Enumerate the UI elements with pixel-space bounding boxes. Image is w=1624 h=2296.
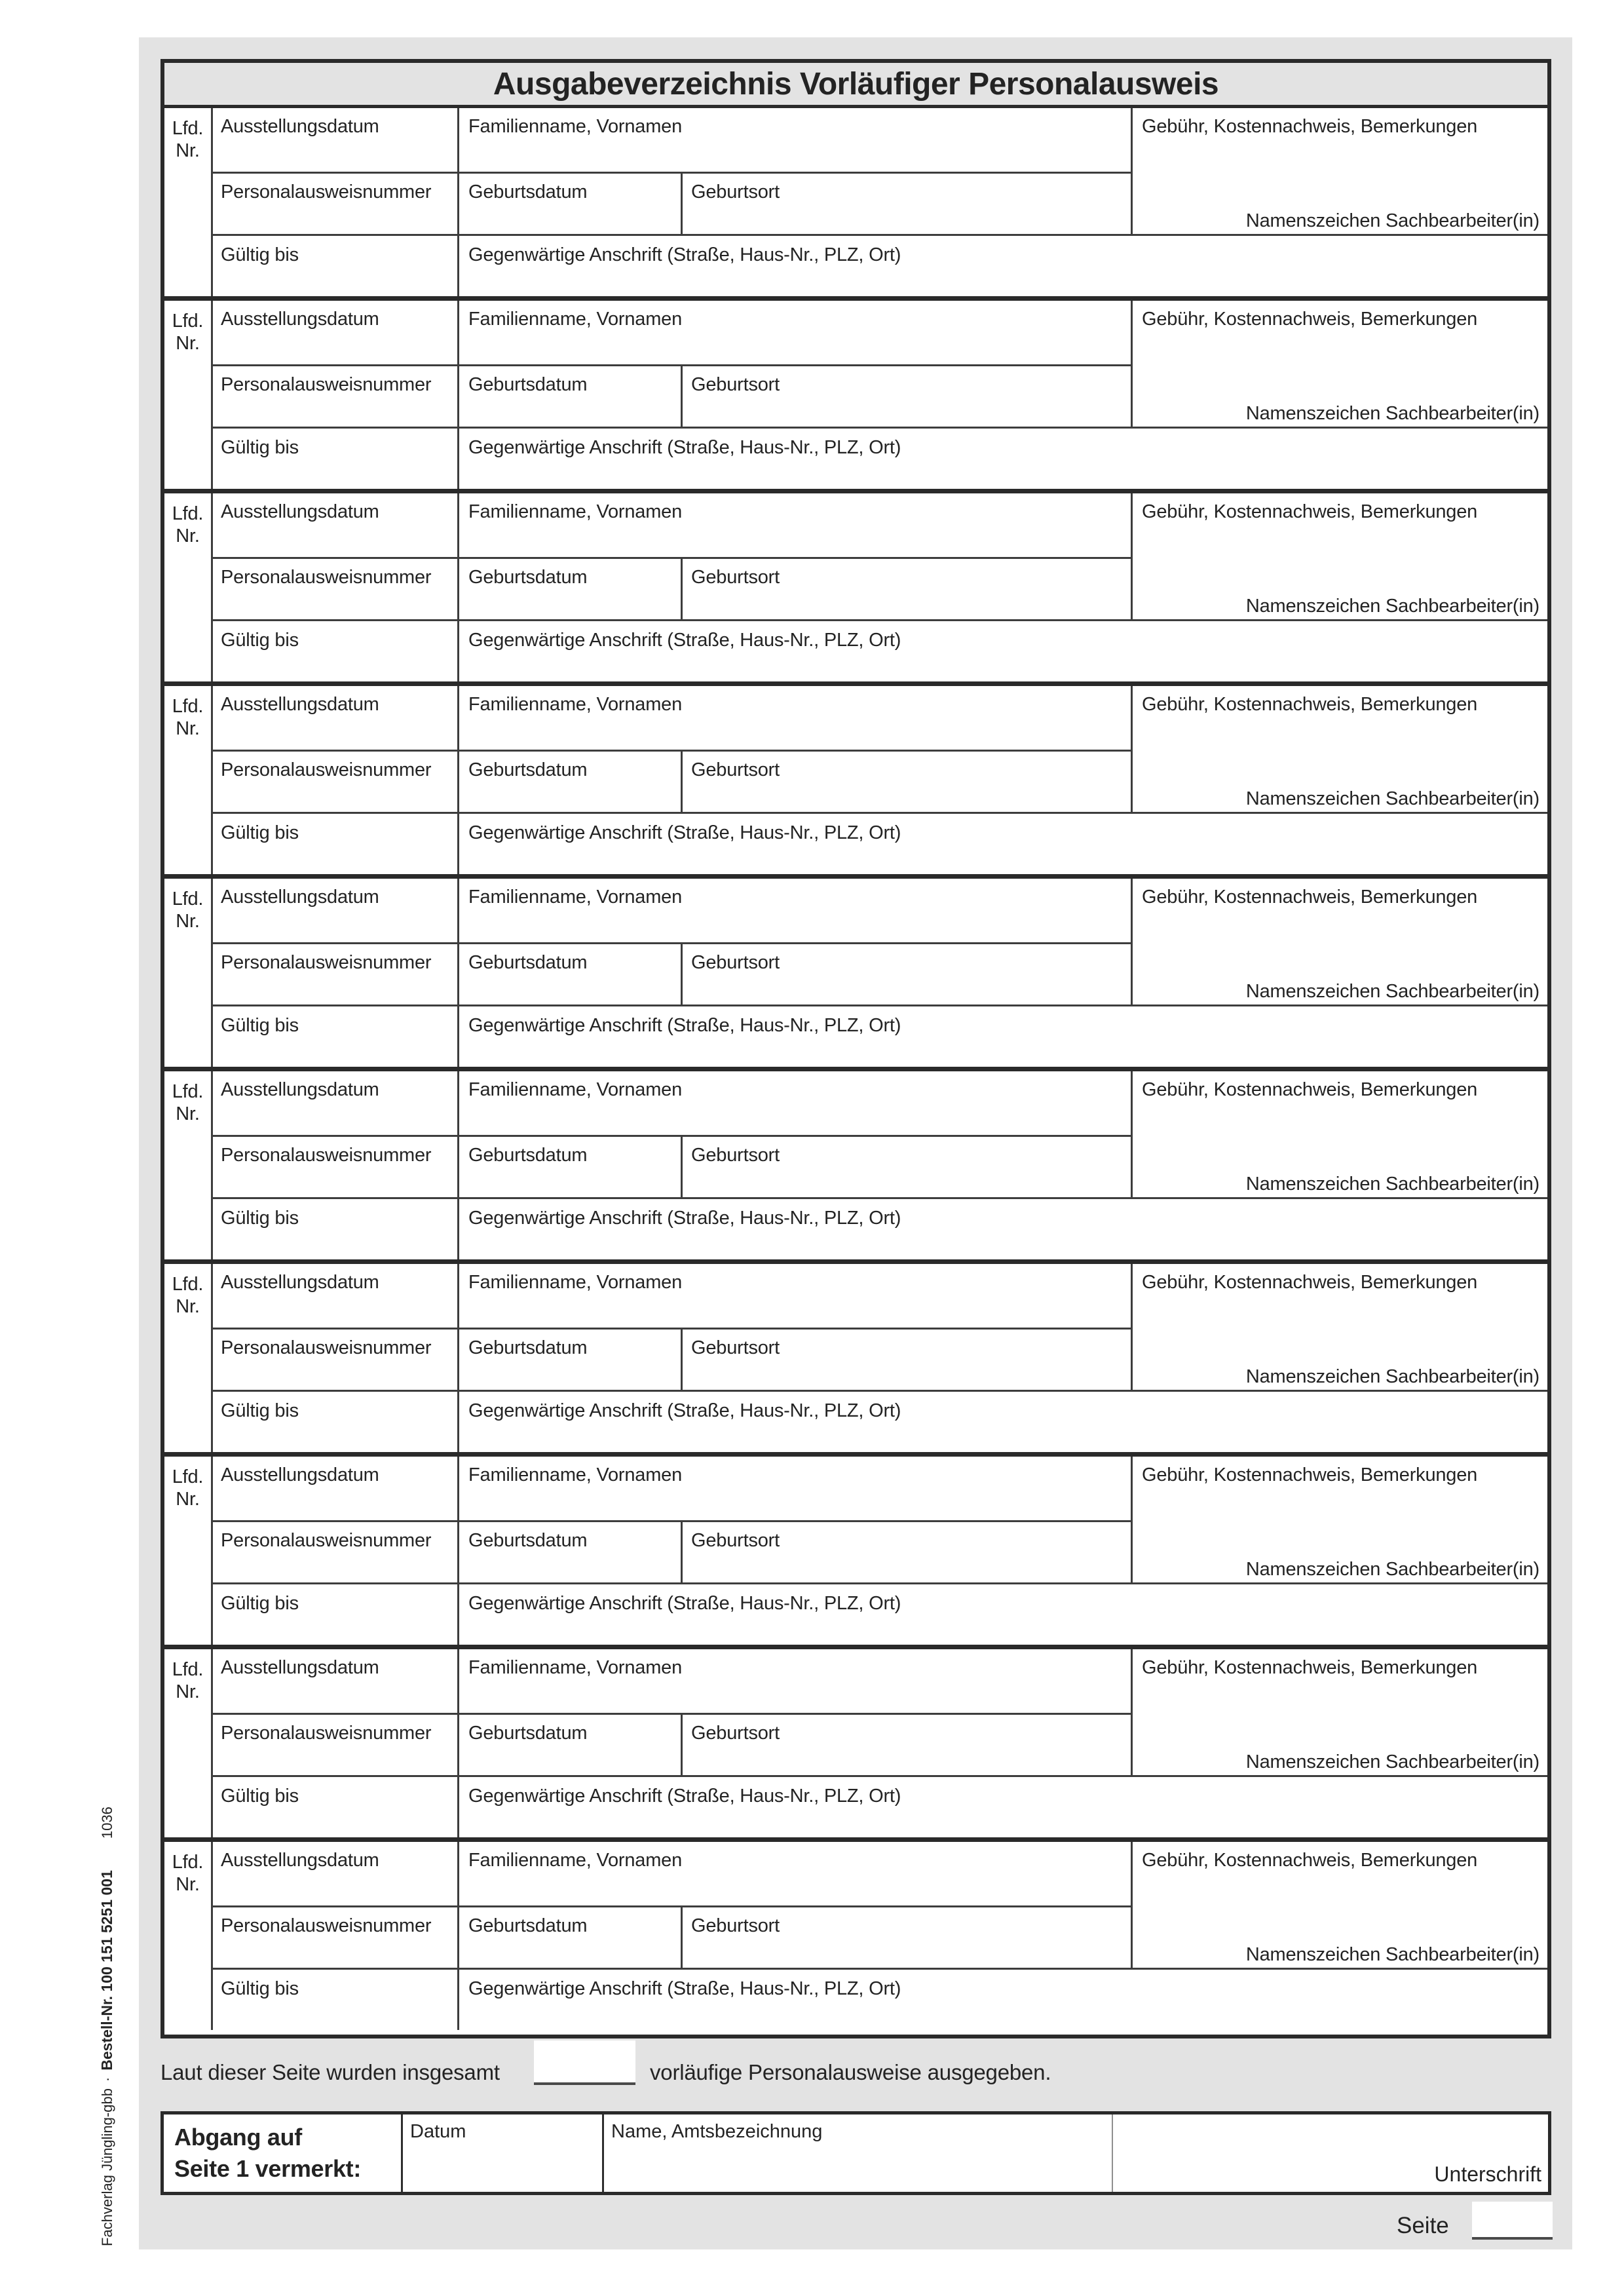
grid-line xyxy=(457,686,459,874)
grid-line xyxy=(211,1520,1133,1522)
grid-line xyxy=(457,493,459,681)
grid-line xyxy=(211,942,1133,944)
clerk-initials-label: Namenszeichen Sachbearbeiter(in) xyxy=(1245,1366,1539,1387)
fee-remarks-label: Gebühr, Kostennachweis, Bemerkungen xyxy=(1142,501,1478,522)
id-number-label: Personalausweisnummer xyxy=(221,182,432,202)
valid-until-label: Gültig bis xyxy=(221,822,299,843)
grid-line xyxy=(681,174,683,236)
grid-line xyxy=(211,1968,1547,1970)
grid-line xyxy=(211,557,1133,559)
current-address-label: Gegenwärtige Anschrift (Straße, Haus-Nr., PLZ, Ort) xyxy=(468,630,901,651)
grid-line xyxy=(211,364,1133,366)
grid-line xyxy=(211,1775,1547,1777)
id-number-label: Personalausweisnummer xyxy=(221,1915,432,1936)
id-number-label: Personalausweisnummer xyxy=(221,1337,432,1358)
grid-line xyxy=(211,1842,213,2030)
grid-line xyxy=(681,1137,683,1199)
date-label: Datum xyxy=(410,2121,466,2142)
serial-number-label: Lfd. Nr. xyxy=(172,889,204,932)
grid-line xyxy=(211,1135,1133,1137)
register-table xyxy=(161,59,1551,2038)
grid-line xyxy=(457,301,459,489)
serial-number-label: Lfd. Nr. xyxy=(172,696,204,739)
current-address-label: Gegenwärtige Anschrift (Straße, Haus-Nr., PLZ, Ort) xyxy=(468,1015,901,1036)
family-name-label: Familienname, Vornamen xyxy=(468,1079,683,1100)
grid-line xyxy=(211,1197,1547,1199)
grid-line xyxy=(211,1328,1133,1330)
grid-line xyxy=(457,1457,459,1645)
grid-line xyxy=(211,1004,1547,1006)
issue-date-label: Ausstellungsdatum xyxy=(221,309,379,330)
valid-until-label: Gültig bis xyxy=(221,630,299,651)
publisher-text: Fachverlag Jüngling-gbb xyxy=(99,2088,115,2246)
family-name-label: Familienname, Vornamen xyxy=(468,1657,683,1678)
grid-line xyxy=(211,686,213,874)
serial-number-label: Lfd. Nr. xyxy=(172,1081,204,1124)
valid-until-label: Gültig bis xyxy=(221,437,299,458)
page-number-box[interactable] xyxy=(1472,2202,1553,2240)
grid-line xyxy=(457,1264,459,1452)
issue-date-label: Ausstellungsdatum xyxy=(221,116,379,137)
grid-line xyxy=(211,493,213,681)
grid-line xyxy=(211,427,1547,429)
family-name-label: Familienname, Vornamen xyxy=(468,1464,683,1485)
departure-table xyxy=(161,2111,1551,2195)
family-name-label: Familienname, Vornamen xyxy=(468,1272,683,1293)
form-code-text: 1036 xyxy=(99,1807,115,1839)
fee-remarks-label: Gebühr, Kostennachweis, Bemerkungen xyxy=(1142,1464,1478,1485)
fee-remarks-label: Gebühr, Kostennachweis, Bemerkungen xyxy=(1142,1272,1478,1293)
fee-remarks-label: Gebühr, Kostennachweis, Bemerkungen xyxy=(1142,694,1478,715)
clerk-initials-label: Namenszeichen Sachbearbeiter(in) xyxy=(1245,1944,1539,1965)
valid-until-label: Gültig bis xyxy=(221,1786,299,1807)
grid-line xyxy=(211,301,213,489)
grid-line xyxy=(681,559,683,621)
grid-line xyxy=(211,1582,1547,1584)
clerk-initials-label: Namenszeichen Sachbearbeiter(in) xyxy=(1245,596,1539,617)
birth-date-label: Geburtsdatum xyxy=(468,374,588,395)
family-name-label: Familienname, Vornamen xyxy=(468,694,683,715)
form-title-bar xyxy=(164,63,1547,108)
current-address-label: Gegenwärtige Anschrift (Straße, Haus-Nr., PLZ, Ort) xyxy=(468,1786,901,1807)
valid-until-label: Gültig bis xyxy=(221,1208,299,1229)
id-number-label: Personalausweisnummer xyxy=(221,1145,432,1166)
clerk-initials-label: Namenszeichen Sachbearbeiter(in) xyxy=(1245,1174,1539,1195)
grid-line xyxy=(457,108,459,296)
fee-remarks-label: Gebühr, Kostennachweis, Bemerkungen xyxy=(1142,1079,1478,1100)
grid-line xyxy=(211,1649,213,1837)
form-title: Ausgabeverzeichnis Vorläufiger Personalausweis xyxy=(493,66,1219,102)
id-number-label: Personalausweisnummer xyxy=(221,759,432,780)
fee-remarks-label: Gebühr, Kostennachweis, Bemerkungen xyxy=(1142,887,1478,908)
clerk-initials-label: Namenszeichen Sachbearbeiter(in) xyxy=(1245,1751,1539,1772)
serial-number-label: Lfd. Nr. xyxy=(172,1274,204,1317)
serial-number-label: Lfd. Nr. xyxy=(172,1852,204,1895)
print-reference-vertical xyxy=(98,1807,121,2246)
page-label: Seite xyxy=(1397,2213,1449,2238)
valid-until-label: Gültig bis xyxy=(221,1015,299,1036)
departure-title-line1: Abgang auf xyxy=(174,2124,302,2151)
clerk-initials-label: Namenszeichen Sachbearbeiter(in) xyxy=(1245,403,1539,424)
grid-line xyxy=(211,1457,213,1645)
current-address-label: Gegenwärtige Anschrift (Straße, Haus-Nr., PLZ, Ort) xyxy=(468,1400,901,1421)
valid-until-label: Gültig bis xyxy=(221,244,299,265)
clerk-initials-label: Namenszeichen Sachbearbeiter(in) xyxy=(1245,210,1539,231)
grid-line xyxy=(211,1264,213,1452)
entry-block xyxy=(164,108,1547,301)
id-number-label: Personalausweisnummer xyxy=(221,374,432,395)
clerk-initials-label: Namenszeichen Sachbearbeiter(in) xyxy=(1245,1559,1539,1580)
grid-line xyxy=(211,1390,1547,1392)
grid-line xyxy=(681,1715,683,1777)
current-address-label: Gegenwärtige Anschrift (Straße, Haus-Nr., PLZ, Ort) xyxy=(468,1978,901,1999)
current-address-label: Gegenwärtige Anschrift (Straße, Haus-Nr., PLZ, Ort) xyxy=(468,1593,901,1614)
fee-remarks-label: Gebühr, Kostennachweis, Bemerkungen xyxy=(1142,309,1478,330)
serial-number-label: Lfd. Nr. xyxy=(172,1466,204,1510)
entry-block xyxy=(164,493,1547,686)
valid-until-label: Gültig bis xyxy=(221,1978,299,1999)
id-number-label: Personalausweisnummer xyxy=(221,952,432,973)
grid-line xyxy=(681,1907,683,1970)
total-count-box[interactable] xyxy=(534,2040,635,2085)
entry-block xyxy=(164,1071,1547,1264)
birth-date-label: Geburtsdatum xyxy=(468,952,588,973)
grid-line xyxy=(602,2114,604,2192)
birth-place-label: Geburtsort xyxy=(691,1530,780,1551)
id-number-label: Personalausweisnummer xyxy=(221,1723,432,1744)
grid-line xyxy=(211,108,213,296)
birth-date-label: Geburtsdatum xyxy=(468,567,588,588)
entry-block xyxy=(164,686,1547,879)
name-title-label: Name, Amtsbezeichnung xyxy=(611,2121,823,2142)
birth-place-label: Geburtsort xyxy=(691,1723,780,1744)
entry-block xyxy=(164,301,1547,493)
birth-place-label: Geburtsort xyxy=(691,952,780,973)
birth-date-label: Geburtsdatum xyxy=(468,182,588,202)
family-name-label: Familienname, Vornamen xyxy=(468,887,683,908)
birth-date-label: Geburtsdatum xyxy=(468,1723,588,1744)
fee-remarks-label: Gebühr, Kostennachweis, Bemerkungen xyxy=(1142,1657,1478,1678)
grid-line xyxy=(211,879,213,1067)
grid-line xyxy=(681,366,683,429)
id-number-label: Personalausweisnummer xyxy=(221,1530,432,1551)
grid-line xyxy=(211,812,1547,814)
grid-line xyxy=(211,1905,1133,1907)
serial-number-label: Lfd. Nr. xyxy=(172,503,204,546)
current-address-label: Gegenwärtige Anschrift (Straße, Haus-Nr., PLZ, Ort) xyxy=(468,437,901,458)
family-name-label: Familienname, Vornamen xyxy=(468,1850,683,1871)
grid-line xyxy=(457,879,459,1067)
order-number-text: Bestell-Nr. 100 151 5251 001 xyxy=(98,1870,115,2071)
grid-line xyxy=(401,2114,403,2192)
grid-line xyxy=(681,944,683,1006)
serial-number-label: Lfd. Nr. xyxy=(172,118,204,161)
birth-date-label: Geburtsdatum xyxy=(468,1915,588,1936)
issue-date-label: Ausstellungsdatum xyxy=(221,1272,379,1293)
grid-line xyxy=(681,752,683,814)
issue-date-label: Ausstellungsdatum xyxy=(221,1079,379,1100)
serial-number-label: Lfd. Nr. xyxy=(172,311,204,354)
birth-place-label: Geburtsort xyxy=(691,182,780,202)
grid-line xyxy=(211,172,1133,174)
current-address-label: Gegenwärtige Anschrift (Straße, Haus-Nr., PLZ, Ort) xyxy=(468,1208,901,1229)
issue-date-label: Ausstellungsdatum xyxy=(221,501,379,522)
family-name-label: Familienname, Vornamen xyxy=(468,501,683,522)
birth-date-label: Geburtsdatum xyxy=(468,1145,588,1166)
grid-line xyxy=(457,1649,459,1837)
issue-date-label: Ausstellungsdatum xyxy=(221,1657,379,1678)
grid-line xyxy=(211,1071,213,1259)
grid-line xyxy=(457,1071,459,1259)
grid-line xyxy=(211,1713,1133,1715)
issue-date-label: Ausstellungsdatum xyxy=(221,1464,379,1485)
departure-title-line2: Seite 1 vermerkt: xyxy=(174,2155,362,2182)
grid-line xyxy=(681,1522,683,1584)
serial-number-label: Lfd. Nr. xyxy=(172,1659,204,1702)
id-number-label: Personalausweisnummer xyxy=(221,567,432,588)
birth-place-label: Geburtsort xyxy=(691,374,780,395)
clerk-initials-label: Namenszeichen Sachbearbeiter(in) xyxy=(1245,981,1539,1002)
grid-line xyxy=(457,1842,459,2030)
grid-line xyxy=(1112,2114,1113,2192)
current-address-label: Gegenwärtige Anschrift (Straße, Haus-Nr., PLZ, Ort) xyxy=(468,822,901,843)
valid-until-label: Gültig bis xyxy=(221,1400,299,1421)
current-address-label: Gegenwärtige Anschrift (Straße, Haus-Nr., PLZ, Ort) xyxy=(468,244,901,265)
summary-text-before: Laut dieser Seite wurden insgesamt xyxy=(161,2060,500,2084)
birth-place-label: Geburtsort xyxy=(691,759,780,780)
birth-place-label: Geburtsort xyxy=(691,1337,780,1358)
entry-block xyxy=(164,879,1547,1071)
grid-line xyxy=(211,234,1547,236)
grid-line xyxy=(211,619,1547,621)
entry-block xyxy=(164,1264,1547,1457)
entry-blocks xyxy=(164,108,1547,2035)
fee-remarks-label: Gebühr, Kostennachweis, Bemerkungen xyxy=(1142,116,1478,137)
birth-place-label: Geburtsort xyxy=(691,1145,780,1166)
family-name-label: Familienname, Vornamen xyxy=(468,116,683,137)
signature-label: Unterschrift xyxy=(1434,2162,1541,2186)
clerk-initials-label: Namenszeichen Sachbearbeiter(in) xyxy=(1245,788,1539,809)
birth-date-label: Geburtsdatum xyxy=(468,759,588,780)
grid-line xyxy=(211,750,1133,752)
entry-block xyxy=(164,1457,1547,1649)
issue-date-label: Ausstellungsdatum xyxy=(221,887,379,908)
entry-block xyxy=(164,1842,1547,2035)
valid-until-label: Gültig bis xyxy=(221,1593,299,1614)
entry-block xyxy=(164,1649,1547,1842)
issue-date-label: Ausstellungsdatum xyxy=(221,694,379,715)
birth-date-label: Geburtsdatum xyxy=(468,1530,588,1551)
grid-line xyxy=(681,1330,683,1392)
birth-place-label: Geburtsort xyxy=(691,1915,780,1936)
birth-place-label: Geburtsort xyxy=(691,567,780,588)
issue-date-label: Ausstellungsdatum xyxy=(221,1850,379,1871)
birth-date-label: Geburtsdatum xyxy=(468,1337,588,1358)
separator-dot: · xyxy=(99,2076,115,2082)
family-name-label: Familienname, Vornamen xyxy=(468,309,683,330)
fee-remarks-label: Gebühr, Kostennachweis, Bemerkungen xyxy=(1142,1850,1478,1871)
summary-text-after: vorläufige Personalausweise ausgegeben. xyxy=(650,2060,1051,2084)
